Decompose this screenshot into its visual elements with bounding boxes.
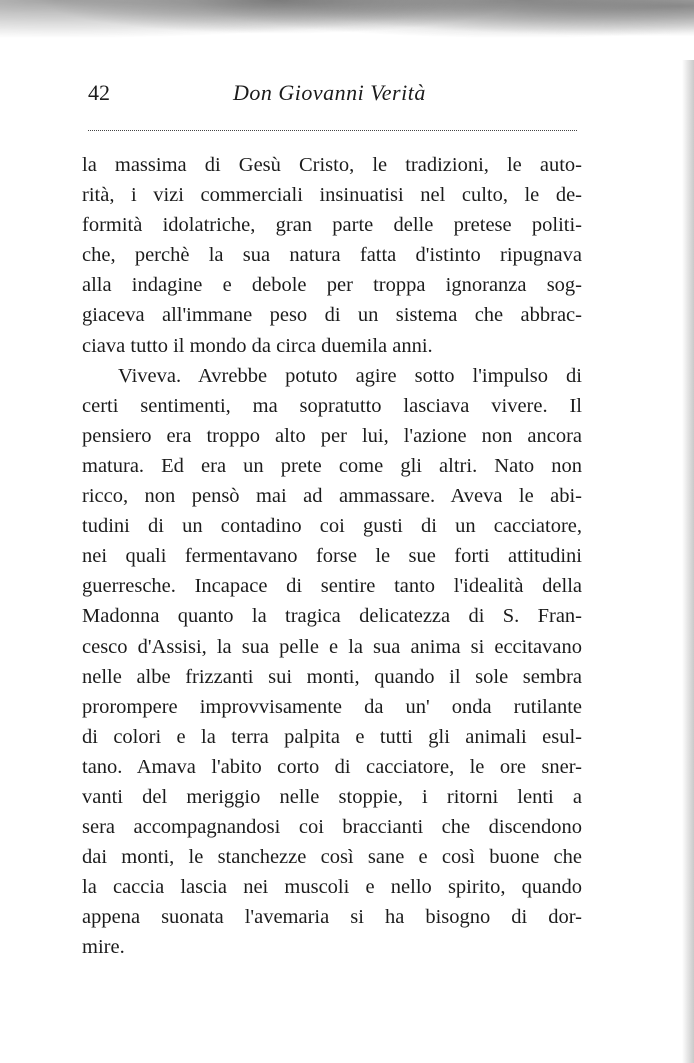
page-number: 42 — [88, 80, 110, 105]
text-line: appena suonata l'avemaria si ha bisogno di dor- — [82, 906, 582, 929]
text-line: ciava tutto il mondo da circa duemila anni. — [82, 334, 433, 357]
scan-right-edge-shadow — [682, 60, 694, 1063]
text-line: cesco d'Assisi, la sua pelle e la sua anima si eccitavano — [82, 635, 582, 658]
text-line — [82, 993, 582, 1023]
text-line: ricco, non pensò mai ad ammassare. Aveva le abi- — [82, 485, 582, 508]
text-line: nei quali fermentavano forse le sue forti attitudini — [82, 545, 582, 568]
running-title: Don Giovanni Verità — [233, 80, 426, 105]
text-line: formità idolatriche, gran parte delle pretese politi- — [82, 214, 582, 237]
text-line: rità, i vizi commerciali insinuatisi nel culto, le de- — [82, 184, 582, 207]
text-line: Madonna quanto la tragica delicatezza di S. Fran- — [82, 605, 582, 628]
paragraph-1 — [82, 150, 582, 361]
text-line: alla indagine e debole per troppa ignoranza sog- — [82, 274, 582, 297]
text-line: pensiero era troppo alto per lui, l'azione non ancora — [82, 424, 582, 447]
page-header — [88, 80, 588, 116]
text-line: tudini di un contadino coi gusti di un cacciatore, — [82, 515, 582, 538]
text-line: prorompere improvvisamente da un' onda rutilante — [82, 695, 582, 718]
scan-top-edge-shadow — [0, 0, 694, 60]
text-line: mire. — [82, 936, 125, 959]
text-line: Viveva. Avrebbe potuto agire sotto l'impulso di — [118, 364, 582, 387]
text-line: vanti del meriggio nelle stoppie, i ritorni lenti a — [82, 785, 582, 808]
paragraph-2 — [82, 361, 582, 1023]
text-line: tano. Amava l'abito corto di cacciatore, le ore sner- — [82, 755, 582, 778]
text-line: dai monti, le stanchezze così sane e così buone che — [82, 846, 582, 869]
text-line — [82, 963, 582, 993]
text-line: sera accompagnandosi coi braccianti che discendono — [82, 816, 582, 839]
text-line: nelle albe frizzanti sui monti, quando il sole sembra — [82, 665, 582, 688]
text-line: la caccia lascia nei muscoli e nello spirito, quando — [82, 876, 582, 899]
header-divider — [88, 130, 577, 131]
text-line: di colori e la terra palpita e tutti gli animali esul- — [82, 725, 582, 748]
text-line: che, perchè la sua natura fatta d'istinto ripugnava — [82, 244, 582, 267]
text-line: guerresche. Incapace di sentire tanto l'idealità della — [82, 575, 582, 598]
text-line: matura. Ed era un prete come gli altri. Nato non — [82, 454, 582, 477]
text-line: giaceva all'immane peso di un sistema che abbrac- — [82, 304, 582, 327]
text-line: certi sentimenti, ma sopratutto lasciava vivere. Il — [82, 394, 582, 417]
text-line: la massima di Gesù Cristo, le tradizioni, le auto- — [82, 154, 582, 176]
page-body — [82, 150, 582, 1023]
